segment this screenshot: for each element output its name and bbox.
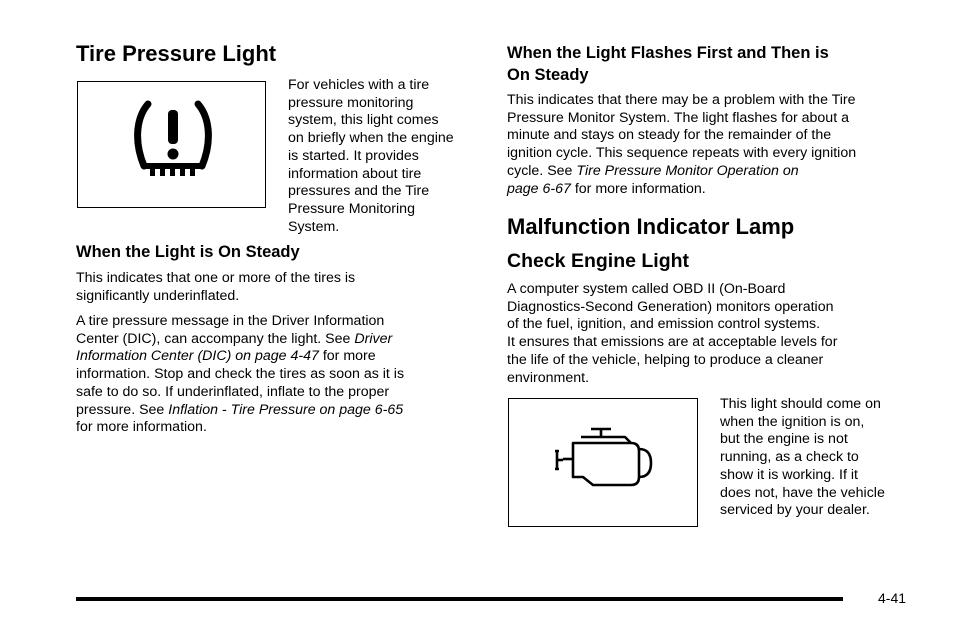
dic-link-cont[interactable]: Information Center (DIC) on page 4-47 [76,348,319,365]
tire-pressure-icon-box [77,81,266,208]
tire-pressure-light-title: Tire Pressure Light [76,41,277,66]
check-engine-paragraph: A computer system called OBD II (On-Board Diagnostics-Second Generation) monitors operation of the fuel, ignition, and emission control systems. It ensures that emissions are at acceptable levels for the life of the vehicle, helping to produce a cleaner environment. [507,281,838,386]
inflation-link[interactable]: Inflation - Tire Pressure on page 6-65 [168,401,404,418]
footer-rule [76,597,843,601]
page-number: 4-41 [878,590,907,606]
tire-pressure-warning-icon [78,82,264,206]
flash-heading: When the Light Flashes First and Then is On Steady [507,44,829,84]
steady-paragraph-1: This indicates that one or more of the tires is significantly underinflated. [76,270,356,304]
check-engine-side-text: This light should come on when the ignition is on, but the engine is not running, as a check to show it is working. If it does not, have the vehicle serviced by your dealer. [720,396,885,519]
flash-paragraph: This indicates that there may be a problem with the Tire Pressure Monitor System. The light flashes for about a minute and stays on steady for the remainder of the ignition cycle. This sequence repeats with every ignition cycle. See Tire Pressure Monitor Operation on page 6-67 for more information. [507,92,857,197]
steady-paragraph-2: A tire pressure message in the Driver Information Center (DIC), can accompany the light. See Driver Information Center (DIC) on page 4-47 for more information. Stop and check the tires as soon as it is safe to do so. If underinflated, inflate to the proper pressure. See Inflation - Tire Pressure on page 6-65 for more information. [76,313,405,436]
dic-link[interactable]: Driver [354,330,393,347]
check-engine-icon-box [508,398,698,527]
tpms-link[interactable]: Tire Pressure Monitor Operation on [576,162,799,179]
check-engine-icon [509,399,696,525]
tire-pressure-intro: For vehicles with a tire pressure monitoring system, this light comes on briefly when the engine is started. It provides information about tire pressures and the Tire Pressure Monitoring System. [288,77,454,235]
tpms-link-cont[interactable]: page 6-67 [507,180,571,197]
check-engine-heading: Check Engine Light [507,250,690,272]
mil-title: Malfunction Indicator Lamp [507,214,795,239]
steady-heading: When the Light is On Steady [76,243,300,261]
